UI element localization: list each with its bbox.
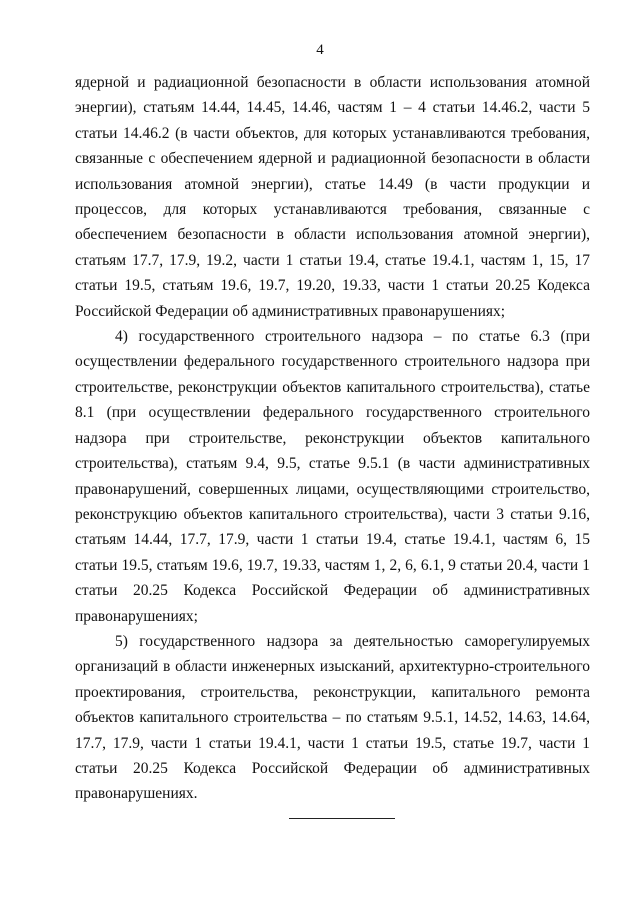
paragraph-continuation: ядерной и радиационной безопасности в области использования атомной энергии), статьям 14.44, 14.45, 14.46, частям 1 – 4 статьи 14.46.2, части 5 статьи 14.46.2 (в части объектов, для которых устанавливаются требования, связанные с обеспечением ядерной и радиационной безопасности в области использования атомной энергии), статье 14.49 (в части продукции и процессов, для которых устанавливаются требования, связанные с обеспечением безопасности в области использования атомной энергии), статьям 17.7, 17.9, 19.2, части 1 статьи 19.4, статье 19.4.1, частям 1, 15, 17 статьи 19.5, статьям 19.6, 19.7, 19.20, 19.33, части 1 статьи 20.25 Кодекса Российской Федерации об административных правонарушениях; — [75, 74, 590, 320]
paragraph-item-4: 4) государственного строительного надзора – по статье 6.3 (при осуществлении федерального государственного строительного надзора при строительстве, реконструкции объектов капитального строительства), статье 8.1 (при осуществлении федерального государственного строительного надзора при строительстве, реконструкции объектов капитального строительства), статьям 9.4, 9.5, статье 9.5.1 (в части административных правонарушений, совершенных лицами, осуществляющими строительство, реконструкцию объектов капитального строительства), части 3 статьи 9.16, статьям 14.44, 17.7, 17.9, части 1 статьи 19.4, статье 19.4.1, частям 6, 15 статьи 19.5, статьям 19.6, 19.7, 19.33, частям 1, 2, 6, 6.1, 9 статьи 20.4, части 1 статьи 20.25 Кодекса Российской Федерации об административных правонарушениях; — [75, 328, 590, 625]
end-divider-line — [289, 818, 395, 819]
page-number: 4 — [316, 42, 324, 58]
paragraph-item-5: 5) государственного надзора за деятельностью саморегулируемых организаций в области инженерных изысканий, архитектурно-строительного проектирования, строительства, реконструкции, капитального ремонта объектов капитального строительства – по статьям 9.5.1, 14.52, 14.63, 14.64, 17.7, 17.9, части 1 статьи 19.4.1, части 1 статьи 19.5, статье 19.7, части 1 статьи 20.25 Кодекса Российской Федерации об административных правонарушениях. — [75, 632, 590, 803]
document-body — [75, 70, 590, 807]
